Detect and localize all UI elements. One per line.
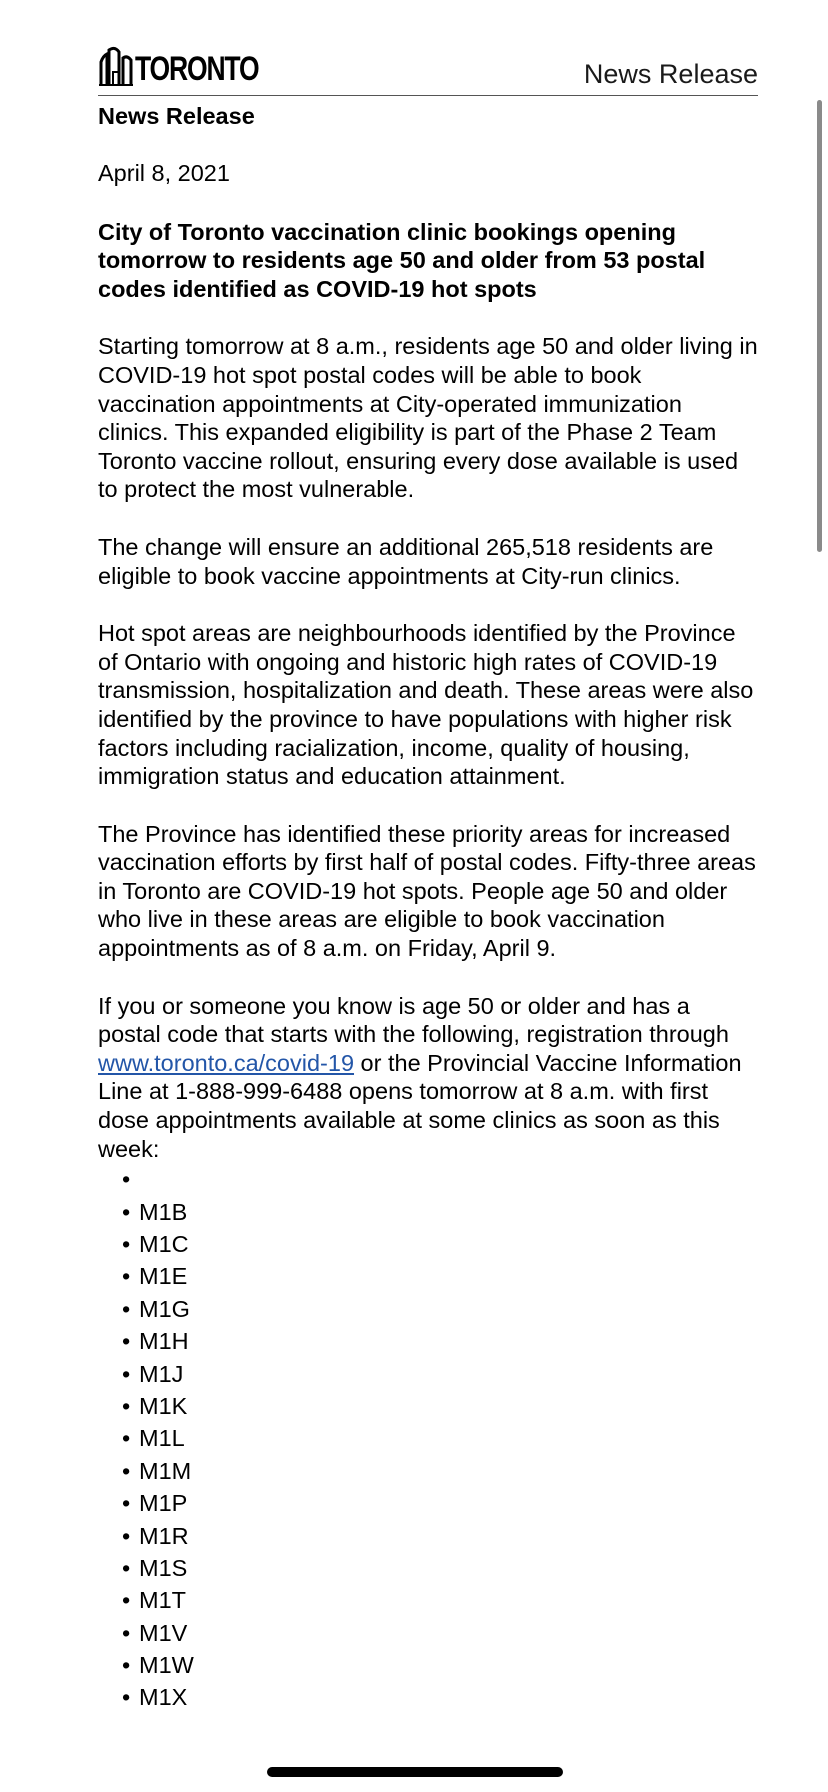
- bullet: •: [122, 1166, 131, 1193]
- bullet: •: [122, 1587, 131, 1614]
- bullet: •: [122, 1231, 131, 1257]
- list-item: [122, 1390, 758, 1422]
- postal-code: M1B: [139, 1198, 188, 1225]
- bullet: •: [122, 1360, 131, 1387]
- article-body: [98, 102, 758, 1714]
- postal-code: M1H: [139, 1328, 189, 1355]
- bullet: •: [122, 1652, 131, 1679]
- list-item: [122, 1455, 758, 1487]
- postal-code: M1R: [139, 1522, 189, 1549]
- list-item: [122, 1649, 758, 1681]
- bullet: •: [122, 1522, 131, 1549]
- paragraph-eligible-count: The change will ensure an additional 265,518 residents are eligible to book vaccine appointments at City-run clinics.: [98, 533, 714, 589]
- registration-text-before: If you or someone you know is age 50 or older and has a postal code that starts with the following, registration through: [98, 992, 729, 1048]
- paragraph-registration: [98, 992, 758, 1164]
- postal-code: M1P: [139, 1490, 188, 1517]
- city-hall-icon: [99, 46, 133, 86]
- toronto-logo[interactable]: [99, 46, 293, 86]
- postal-code: M1C: [139, 1231, 189, 1257]
- home-indicator[interactable]: [267, 1767, 563, 1777]
- postal-code: M1X: [139, 1684, 188, 1711]
- list-item: [122, 1293, 758, 1325]
- postal-code: M1J: [139, 1360, 184, 1387]
- list-item: [122, 1163, 758, 1195]
- bullet: •: [122, 1490, 131, 1517]
- list-item: [122, 1617, 758, 1649]
- list-item: [122, 1520, 758, 1552]
- list-item: [122, 1196, 758, 1228]
- bullet: •: [122, 1392, 131, 1419]
- postal-code: M1G: [139, 1295, 190, 1322]
- list-item: [122, 1681, 758, 1713]
- list-item: [122, 1228, 758, 1260]
- list-item: [122, 1487, 758, 1519]
- bullet: •: [122, 1684, 131, 1711]
- postal-code: M1W: [139, 1652, 194, 1679]
- logo-wordmark: TORONTO: [135, 50, 259, 88]
- paragraph-priority-areas: The Province has identified these priority areas for increased vaccination efforts by first half of postal codes. Fifty-three areas in Toronto are COVID-19 hot spots. People age 50 and older who live in these areas are eligible to book vaccination appointments as of 8 a.m. on Friday, April 9.: [98, 820, 756, 962]
- release-type-label: News Release: [98, 103, 255, 129]
- list-item: [122, 1552, 758, 1584]
- postal-code: M1K: [139, 1392, 188, 1419]
- postal-code: M1S: [139, 1554, 188, 1581]
- covid-19-link[interactable]: www.toronto.ca/covid-19: [98, 1049, 355, 1076]
- bullet: •: [122, 1619, 131, 1646]
- paragraph-hot-spots: Hot spot areas are neighbourhoods identified by the Province of Ontario with ongoing and historic high rates of COVID-19 transmission, hospitalization and death. These areas were also identified by the province to have populations with higher risk factors including racialization, income, quality of housing, immigration status and education attainment.: [98, 620, 754, 790]
- bullet: •: [122, 1554, 131, 1581]
- paragraph-intro: Starting tomorrow at 8 a.m., residents age 50 and older living in COVID-19 hot spot postal codes will be able to book vaccination appointments at City-operated immunization clinics. This expanded eligibility is part of the Phase 2 Team Toronto vaccine rollout, ensuring every dose available is used to protect the most vulnerable.: [98, 333, 758, 503]
- list-item: [122, 1422, 758, 1454]
- list-item: [122, 1325, 758, 1357]
- bullet: •: [122, 1295, 131, 1322]
- list-item: [122, 1584, 758, 1616]
- bullet: •: [122, 1425, 131, 1452]
- list-item: [122, 1260, 758, 1292]
- list-item: [122, 1358, 758, 1390]
- postal-code: M1V: [139, 1619, 188, 1646]
- bullet: •: [122, 1198, 131, 1225]
- bullet: •: [122, 1263, 131, 1290]
- bullet: •: [122, 1457, 131, 1484]
- vertical-scrollbar[interactable]: [817, 100, 822, 552]
- postal-code: M1E: [139, 1263, 188, 1290]
- article-headline: City of Toronto vaccination clinic bookings opening tomorrow to residents age 50 and older from 53 postal codes identified as COVID-19 hot spots: [98, 218, 706, 302]
- registration-text-after: or the Provincial Vaccine Information Line at 1-888-999-6488 opens tomorrow at 8 a.m. with first dose appointments available at some clinics as soon as this week:: [98, 1049, 742, 1162]
- header-label: News Release: [583, 59, 758, 89]
- news-release-page: [98, 0, 758, 1714]
- postal-code: M1L: [139, 1425, 185, 1452]
- postal-code: M1T: [139, 1587, 186, 1614]
- release-date: April 8, 2021: [98, 160, 230, 186]
- postal-code: M1M: [139, 1457, 192, 1484]
- bullet: •: [122, 1328, 131, 1355]
- postal-code-list: [98, 1163, 758, 1714]
- page-header: [98, 0, 758, 96]
